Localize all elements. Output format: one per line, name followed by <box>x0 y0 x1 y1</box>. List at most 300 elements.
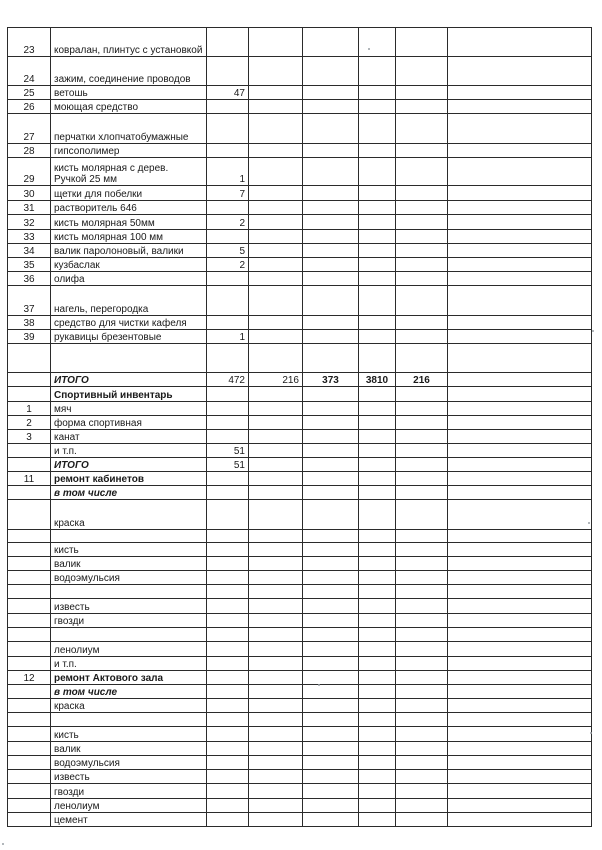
col6-cell <box>396 671 448 685</box>
row-number-cell: 25 <box>8 86 51 100</box>
col6-cell <box>396 742 448 756</box>
row-number-cell: 26 <box>8 100 51 114</box>
col6-cell <box>396 286 448 316</box>
table-row <box>8 628 592 642</box>
col3-cell <box>249 458 303 472</box>
table-row <box>8 28 592 57</box>
quantity-cell <box>207 599 249 614</box>
col5-cell <box>359 114 396 144</box>
col4-cell <box>303 230 359 244</box>
col4-cell <box>303 387 359 402</box>
col3-cell <box>249 713 303 727</box>
col3-cell <box>249 784 303 799</box>
col5-cell <box>359 100 396 114</box>
col6-cell <box>396 585 448 599</box>
materials-table <box>7 27 592 827</box>
quantity-cell <box>207 114 249 144</box>
notes-cell <box>448 599 592 614</box>
col5-cell <box>359 57 396 86</box>
col6-cell <box>396 530 448 543</box>
col5-cell <box>359 416 396 430</box>
col5-cell <box>359 402 396 416</box>
quantity-cell: 5 <box>207 244 249 258</box>
quantity-cell <box>207 571 249 585</box>
notes-cell <box>448 373 592 387</box>
table-row <box>8 784 592 799</box>
col4-cell <box>303 158 359 186</box>
col4-cell <box>303 258 359 272</box>
notes-cell <box>448 286 592 316</box>
col5-cell <box>359 486 396 500</box>
table-row <box>8 158 592 186</box>
col6-cell <box>396 416 448 430</box>
quantity-cell <box>207 28 249 57</box>
table-row <box>8 201 592 215</box>
notes-cell <box>448 28 592 57</box>
col4-cell <box>303 215 359 230</box>
scan-speck <box>2 843 4 845</box>
col5-cell <box>359 286 396 316</box>
notes-cell <box>448 387 592 402</box>
table-row <box>8 770 592 784</box>
row-number-cell: 2 <box>8 416 51 430</box>
table-row <box>8 316 592 330</box>
table-row <box>8 727 592 742</box>
notes-cell <box>448 628 592 642</box>
col5-cell <box>359 642 396 657</box>
col4-cell <box>303 799 359 813</box>
notes-cell <box>448 230 592 244</box>
col4-cell <box>303 713 359 727</box>
col6-cell <box>396 458 448 472</box>
item-name-cell: форма спортивная <box>51 416 207 430</box>
row-number-cell: 1 <box>8 402 51 416</box>
item-name-cell: и т.п. <box>51 657 207 671</box>
col6-cell <box>396 543 448 557</box>
quantity-cell: 47 <box>207 86 249 100</box>
col5-cell <box>359 713 396 727</box>
col4-cell <box>303 571 359 585</box>
scan-speck <box>318 684 320 686</box>
row-number-cell: 27 <box>8 114 51 144</box>
col5-cell <box>359 272 396 286</box>
col5-cell <box>359 557 396 571</box>
col3-cell <box>249 114 303 144</box>
notes-cell <box>448 316 592 330</box>
table-row <box>8 685 592 699</box>
col4-cell <box>303 642 359 657</box>
item-name-cell: ветошь <box>51 86 207 100</box>
col5-cell <box>359 500 396 530</box>
table-row <box>8 799 592 813</box>
col5-cell <box>359 699 396 713</box>
col3-cell <box>249 500 303 530</box>
col3-cell <box>249 628 303 642</box>
item-name-cell <box>51 530 207 543</box>
col3-cell <box>249 642 303 657</box>
table-row <box>8 100 592 114</box>
col4-cell <box>303 144 359 158</box>
col5-cell <box>359 244 396 258</box>
col4-cell <box>303 585 359 599</box>
col3-cell <box>249 486 303 500</box>
col6-cell <box>396 486 448 500</box>
table-row <box>8 272 592 286</box>
col6-cell <box>396 628 448 642</box>
col6-cell <box>396 186 448 201</box>
quantity-cell <box>207 557 249 571</box>
col3-cell <box>249 344 303 373</box>
col4-cell <box>303 186 359 201</box>
col6-cell <box>396 430 448 444</box>
col4-cell <box>303 201 359 215</box>
row-number-cell <box>8 344 51 373</box>
notes-cell <box>448 770 592 784</box>
row-number-cell: 11 <box>8 472 51 486</box>
table-row <box>8 215 592 230</box>
col5-cell <box>359 86 396 100</box>
col3-cell <box>249 671 303 685</box>
col3-cell <box>249 585 303 599</box>
col6-cell <box>396 571 448 585</box>
col4-cell <box>303 416 359 430</box>
col4-cell <box>303 727 359 742</box>
item-name-cell: гипсополимер <box>51 144 207 158</box>
scan-speck <box>590 732 592 734</box>
row-number-cell <box>8 585 51 599</box>
table-row <box>8 258 592 272</box>
item-name-cell: растворитель 646 <box>51 201 207 215</box>
col6-cell <box>396 387 448 402</box>
scan-speck <box>592 330 594 332</box>
item-name-cell: гвозди <box>51 614 207 628</box>
row-number-cell <box>8 685 51 699</box>
col3-cell <box>249 387 303 402</box>
col6-cell <box>396 642 448 657</box>
col6-cell <box>396 614 448 628</box>
item-name-cell: ленолиум <box>51 799 207 813</box>
col4-cell <box>303 458 359 472</box>
col3-cell <box>249 158 303 186</box>
col3-cell <box>249 813 303 827</box>
table-row <box>8 344 592 373</box>
table-row <box>8 86 592 100</box>
quantity-cell <box>207 230 249 244</box>
col4-cell <box>303 316 359 330</box>
col6-cell <box>396 330 448 344</box>
col4-cell <box>303 813 359 827</box>
table-row <box>8 699 592 713</box>
col6-cell <box>396 144 448 158</box>
row-number-cell <box>8 530 51 543</box>
col5-cell <box>359 784 396 799</box>
row-number-cell <box>8 756 51 770</box>
table-row <box>8 813 592 827</box>
item-name-cell: канат <box>51 430 207 444</box>
item-name-cell: кисть <box>51 727 207 742</box>
col3-cell <box>249 286 303 316</box>
quantity-cell <box>207 727 249 742</box>
notes-cell <box>448 114 592 144</box>
notes-cell <box>448 472 592 486</box>
quantity-cell <box>207 585 249 599</box>
quantity-cell <box>207 430 249 444</box>
col3-cell <box>249 770 303 784</box>
item-name-cell: кисть молярная с дерев. Ручкой 25 мм <box>51 158 207 186</box>
notes-cell <box>448 756 592 770</box>
col6-cell <box>396 444 448 458</box>
notes-cell <box>448 57 592 86</box>
col3-cell <box>249 444 303 458</box>
notes-cell <box>448 530 592 543</box>
col5-cell <box>359 614 396 628</box>
item-name-cell: зажим, соединение проводов <box>51 57 207 86</box>
col4-cell <box>303 486 359 500</box>
table-row <box>8 402 592 416</box>
col5-cell <box>359 472 396 486</box>
col6-cell <box>396 272 448 286</box>
quantity-cell <box>207 144 249 158</box>
col4-cell <box>303 330 359 344</box>
col3-cell <box>249 57 303 86</box>
table-row <box>8 186 592 201</box>
col6-cell <box>396 784 448 799</box>
quantity-cell <box>207 756 249 770</box>
col3-cell <box>249 543 303 557</box>
col4-cell <box>303 671 359 685</box>
col5-cell <box>359 201 396 215</box>
col5-cell <box>359 530 396 543</box>
notes-cell <box>448 186 592 201</box>
item-name-cell <box>51 628 207 642</box>
col3-cell <box>249 430 303 444</box>
table-row <box>8 444 592 458</box>
col4-cell <box>303 784 359 799</box>
item-name-cell: нагель, перегородка <box>51 286 207 316</box>
item-name-cell: известь <box>51 599 207 614</box>
notes-cell <box>448 244 592 258</box>
row-number-cell <box>8 458 51 472</box>
col3-cell <box>249 28 303 57</box>
row-number-cell <box>8 444 51 458</box>
table-row <box>8 585 592 599</box>
notes-cell <box>448 799 592 813</box>
notes-cell <box>448 614 592 628</box>
col3-cell <box>249 201 303 215</box>
quantity-cell <box>207 657 249 671</box>
row-number-cell: 38 <box>8 316 51 330</box>
item-name-cell: валик <box>51 557 207 571</box>
col6-cell <box>396 713 448 727</box>
col5-cell <box>359 158 396 186</box>
row-number-cell <box>8 373 51 387</box>
col5-cell: 3810 <box>359 373 396 387</box>
col4-cell <box>303 770 359 784</box>
col4-cell <box>303 557 359 571</box>
row-number-cell: 34 <box>8 244 51 258</box>
table-row <box>8 430 592 444</box>
notes-cell <box>448 742 592 756</box>
col5-cell <box>359 186 396 201</box>
row-number-cell: 12 <box>8 671 51 685</box>
notes-cell <box>448 727 592 742</box>
quantity-cell <box>207 344 249 373</box>
row-number-cell <box>8 699 51 713</box>
col6-cell <box>396 657 448 671</box>
col6-cell <box>396 230 448 244</box>
table-row <box>8 642 592 657</box>
col6-cell <box>396 799 448 813</box>
col3-cell <box>249 100 303 114</box>
col3-cell <box>249 742 303 756</box>
table-row <box>8 713 592 727</box>
col5-cell <box>359 387 396 402</box>
item-name-cell: краска <box>51 699 207 713</box>
item-name-cell: ленолиум <box>51 642 207 657</box>
col6-cell <box>396 557 448 571</box>
row-number-cell: 28 <box>8 144 51 158</box>
table-row <box>8 557 592 571</box>
notes-cell <box>448 144 592 158</box>
item-name-cell: цемент <box>51 813 207 827</box>
col5-cell <box>359 685 396 699</box>
col6-cell <box>396 100 448 114</box>
scan-speck <box>368 48 370 50</box>
col5-cell <box>359 599 396 614</box>
table-row <box>8 671 592 685</box>
row-number-cell: 33 <box>8 230 51 244</box>
row-number-cell <box>8 813 51 827</box>
col4-cell <box>303 685 359 699</box>
table-row <box>8 330 592 344</box>
col3-cell <box>249 230 303 244</box>
col5-cell <box>359 770 396 784</box>
col5-cell <box>359 258 396 272</box>
col5-cell <box>359 671 396 685</box>
notes-cell <box>448 685 592 699</box>
notes-cell <box>448 486 592 500</box>
col4-cell <box>303 543 359 557</box>
row-number-cell <box>8 742 51 756</box>
table-row <box>8 244 592 258</box>
col4-cell <box>303 444 359 458</box>
col3-cell <box>249 244 303 258</box>
notes-cell <box>448 344 592 373</box>
quantity-cell <box>207 799 249 813</box>
quantity-cell: 472 <box>207 373 249 387</box>
item-name-cell: гвозди <box>51 784 207 799</box>
notes-cell <box>448 585 592 599</box>
col4-cell <box>303 699 359 713</box>
quantity-cell <box>207 699 249 713</box>
item-name-cell: кисть молярная 50мм <box>51 215 207 230</box>
col6-cell <box>396 472 448 486</box>
item-name-cell: ковралан, плинтус с установкой <box>51 28 207 57</box>
item-name-cell: ремонт кабинетов <box>51 472 207 486</box>
item-name-cell: мяч <box>51 402 207 416</box>
quantity-cell <box>207 742 249 756</box>
quantity-cell <box>207 486 249 500</box>
col5-cell <box>359 444 396 458</box>
col6-cell <box>396 727 448 742</box>
table-row <box>8 230 592 244</box>
item-name-cell: известь <box>51 770 207 784</box>
table-row <box>8 387 592 402</box>
quantity-cell <box>207 387 249 402</box>
item-name-cell <box>51 585 207 599</box>
item-name-cell: кисть молярная 100 мм <box>51 230 207 244</box>
col4-cell <box>303 657 359 671</box>
col6-cell <box>396 770 448 784</box>
col5-cell <box>359 742 396 756</box>
col4-cell <box>303 244 359 258</box>
row-number-cell: 23 <box>8 28 51 57</box>
quantity-cell <box>207 201 249 215</box>
col4-cell <box>303 100 359 114</box>
quantity-cell: 1 <box>207 158 249 186</box>
notes-cell <box>448 784 592 799</box>
table-row <box>8 458 592 472</box>
col3-cell <box>249 799 303 813</box>
col5-cell <box>359 756 396 770</box>
table-row <box>8 543 592 557</box>
notes-cell <box>448 330 592 344</box>
notes-cell <box>448 272 592 286</box>
col5-cell <box>359 28 396 57</box>
col3-cell <box>249 144 303 158</box>
col4-cell <box>303 57 359 86</box>
item-name-cell: в том числе <box>51 486 207 500</box>
quantity-cell <box>207 402 249 416</box>
table-row <box>8 500 592 530</box>
col5-cell <box>359 430 396 444</box>
row-number-cell <box>8 642 51 657</box>
row-number-cell <box>8 614 51 628</box>
row-number-cell: 37 <box>8 286 51 316</box>
notes-cell <box>448 813 592 827</box>
row-number-cell: 39 <box>8 330 51 344</box>
col4-cell <box>303 756 359 770</box>
quantity-cell <box>207 286 249 316</box>
col3-cell <box>249 472 303 486</box>
col3-cell <box>249 699 303 713</box>
item-name-cell <box>51 344 207 373</box>
quantity-cell <box>207 416 249 430</box>
quantity-cell <box>207 100 249 114</box>
table-row <box>8 599 592 614</box>
item-name-cell: водоэмульсия <box>51 571 207 585</box>
item-name-cell <box>51 713 207 727</box>
notes-cell <box>448 642 592 657</box>
notes-cell <box>448 671 592 685</box>
quantity-cell: 7 <box>207 186 249 201</box>
col5-cell <box>359 230 396 244</box>
col6-cell <box>396 813 448 827</box>
item-name-cell: в том числе <box>51 685 207 699</box>
item-name-cell: ремонт Актового зала <box>51 671 207 685</box>
quantity-cell: 2 <box>207 215 249 230</box>
item-name-cell: рукавицы брезентовые <box>51 330 207 344</box>
row-number-cell: 30 <box>8 186 51 201</box>
notes-cell <box>448 86 592 100</box>
col4-cell <box>303 114 359 144</box>
notes-cell <box>448 500 592 530</box>
quantity-cell: 2 <box>207 258 249 272</box>
item-name-cell: ИТОГО <box>51 373 207 387</box>
col4-cell <box>303 28 359 57</box>
notes-cell <box>448 158 592 186</box>
row-number-cell <box>8 657 51 671</box>
